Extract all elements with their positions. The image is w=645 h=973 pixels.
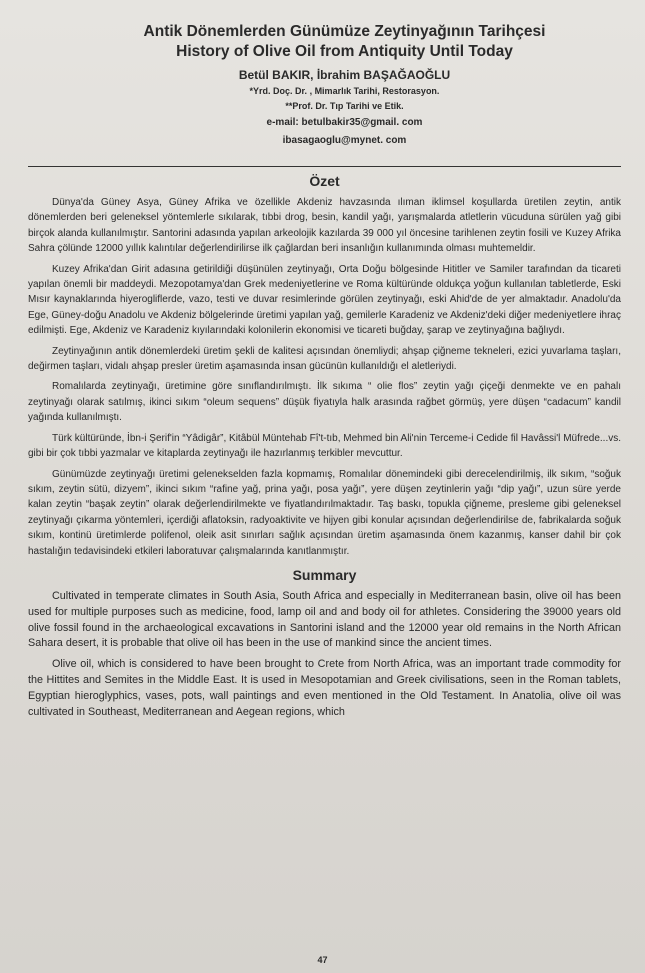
summary-heading: Summary <box>292 566 357 583</box>
affiliation-first-author: *Yrd. Doç. Dr. , Mimarlık Tarihi, Restorasyon. <box>249 86 440 96</box>
email-first-author: e-mail: betulbakir35@gmail. com <box>266 117 423 128</box>
email-second-author: ibasagaoglu@mynet. com <box>282 135 407 146</box>
ozet-paragraph: Romalılarda zeytinyağı, üretimine göre sınıflandırılmıştı. İlk sıkıma “ olie flos” zeytin yağı çiçeği denmekte ve en pahalı zeytinyağı olarak satılmış, ikinci sıkım “oleum sequens” düşük fiyatıyla halk arasında rağbet görmüş, yere düşen “cadacum” kandil yağında kullanılmıştı. <box>28 381 621 424</box>
title-block <box>68 22 621 150</box>
ozet-paragraph: Zeytinyağının antik dönemlerdeki üretim şekli de kalitesi açısından önemliydi; ahşap çiğneme tekneleri, ezici yuvarlama taşları, değirmen taşları, vidalı ahşap presler üretim aşamasında insan gücünün kullanıldığı el aletleriydi. <box>28 345 621 373</box>
summary-paragraph: Olive oil, which is considered to have been brought to Crete from North Africa, was an important trade commodity for the Hittites and Semites in the Middle East. It is used in Mesopotamian and Greek civilisations, seen in the Roman tablets, Egyptian hieroglyphics, vases, pots, wall paintings and even mentioned in the Old Testament. In Anatolia, olive oil was cultivated in Southeast, Mediterranean and Aegean regions, which <box>28 658 621 718</box>
ozet-paragraph: Dünya'da Güney Asya, Güney Afrika ve özellikle Akdeniz havzasında ılıman iklimsel koşullarda üretilen zeytin, antik dönemlerden beri geleneksel yöntemlerle sıkılarak, tıbbi drog, besin, kandil yağı, yarışmalarda atletlerin vücuduna sürülen yağ gibi birçok alanda kullanılmıştır. Santorini adasında yapılan arkeolojik kazılarda 39 000 yıl öncesine tarihlenen zeytin fosili ve Kuzey Afrika Sahra çölünde 12000 yıllık kalıntılar değerlendirilirse ilk çağlardan beri insanlığın kullanımında olması muhtemeldir. <box>28 197 621 255</box>
ozet-heading: Özet <box>309 173 340 189</box>
ozet-paragraph: Günümüzde zeytinyağı üretimi gelenekselden fazla kopmamış, Romalılar dönemindeki gibi derecelendirilmiş, ilk sıkım, “soğuk sıkım, zeytin sütü, dizyem”, ikinci sıkım “rafine yağ, prina yağı, posa yağı”, yere düşen zeytinlerin yağı “dip yağı”, uzun süre yerde kalan zeytin “başak zeytin” olarak değerlendirilmekte ve fiyatlandırılmaktadır. Taş baskı, topukla çiğneme, presleme gibi geleneksel zeytinyağı çıkarma yöntemleri, içerdiği aflatoksin, radyoaktivite ve hijyen gibi konular açısından değerlendirilse de, fabrikalarda soğuk sıkım, kontinü üretimlerde polifenol, oleik asit sınırları sağlık açısından üretim aşamasında önem kazanmış, kanser dahil bir çok hastalığın tedavisindeki etkileri laboratuvar çalışmalarında kanıtlanmıştır. <box>28 468 621 557</box>
page-number: 47 <box>317 955 328 965</box>
title-english: History of Olive Oil from Antiquity Until Today <box>176 43 513 60</box>
ozet-paragraph: Türk kültüründe, İbn-i Şerif'in “Yâdigâr”, Kitâbül Müntehab Fî't-tıb, Mehmed bin Ali'nin Terceme-i Cedide fil Havâssi'l Müfrede...vs. gibi bir çok tıbbi yazmalar ve kitaplarda zeytinyağı ile hazırlanmış terkibler mevcuttur. <box>28 432 621 460</box>
summary-paragraph: Cultivated in temperate climates in South Asia, South Africa and especially in Mediterranean basin, olive oil has been used for multiple purposes such as medicine, food, lamp oil and and body oil for athletes. Considering the 39000 years old olive fossil found in the archaeological excavations in Santorini island and the 12000 year old remains in the North African Sahara desert, it is probable that olive oil has been in the use of mankind since the ancient times. <box>28 589 621 650</box>
title-turkish: Antik Dönemlerden Günümüze Zeytinyağının Tarihçesi <box>143 23 546 40</box>
authors: Betül BAKIR, İbrahim BAŞAĞAOĞLU <box>238 68 451 82</box>
ozet-paragraph: Kuzey Afrika'dan Girit adasına getirildiği düşünülen zeytinyağı, Orta Doğu bölgesinde Hititler ve Samiler tarafından da ticareti yapılan önemli bir maddeydi. Mezopotamya'dan Grek medeniyetlerine ve Roma kültüründe oldukça yoğun kullanılan tabletlerde, Eski Mısır kaynaklarında hiyerogliflerde, vazo, testi ve duvar resimlerinde görülen zeytinyağı, eski Ahid'de de yer almaktadır. Anadolu'da Ege, Güney-doğu Anadolu ve Akdeniz bölgelerinde üretimi yapılan yağ, gemilerle Karadeniz ve Akdeniz'deki diğer medeniyetlere ihraç edilmişti. Ege, Akdeniz ve Karadeniz kıyılarındaki kolonilerin ekonomisi ve ticareti buğday, şarap ve zeytinyağına bağlıydı. <box>28 263 621 337</box>
summary-body <box>28 589 621 720</box>
header-divider <box>28 166 621 167</box>
affiliation-second-author: **Prof. Dr. Tıp Tarihi ve Etik. <box>285 101 404 111</box>
ozet-body <box>28 195 621 559</box>
